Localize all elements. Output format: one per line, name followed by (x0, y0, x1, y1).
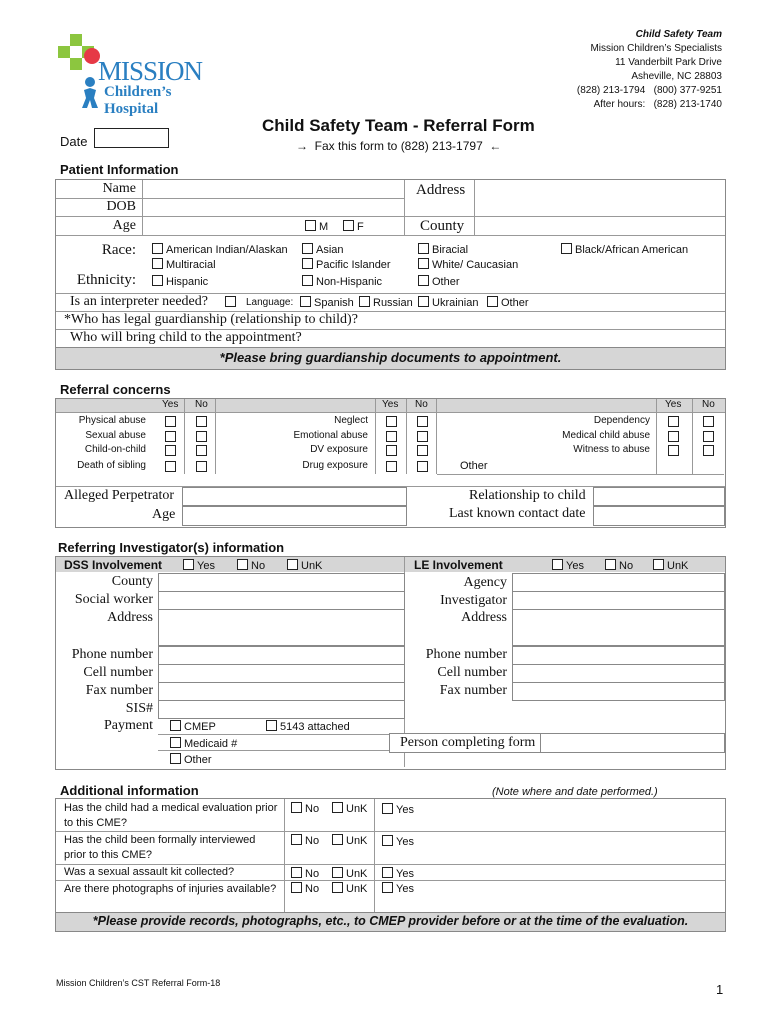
last-contact-label: Last known contact date (449, 506, 586, 521)
concern-no-checkbox[interactable] (196, 431, 207, 442)
ethnicity-option[interactable]: Non-Hispanic (302, 275, 382, 288)
race-option[interactable]: Black/African American (561, 243, 688, 256)
perpetrator-age-label: Age (152, 507, 176, 522)
org-street: 11 Vanderbilt Park Drive (615, 57, 722, 68)
race-option[interactable]: Multiracial (152, 258, 216, 271)
org-after-hours: After hours: (828) 213-1740 (593, 99, 722, 110)
le-yes[interactable]: Yes (552, 559, 584, 572)
dss-fax-field[interactable] (158, 682, 405, 701)
concern-other-field[interactable] (437, 474, 724, 486)
race-option[interactable]: White/ Caucasian (418, 258, 518, 271)
concern-yes-checkbox[interactable] (386, 416, 397, 427)
payment-other[interactable]: Other (170, 753, 212, 766)
org-phones: (828) 213-1794 (800) 377-9251 (576, 85, 722, 96)
records-note: *Please provide records, photographs, etc., to CMEP provider before or at the time of the evaluation. (92, 914, 689, 928)
payment-cmep[interactable]: CMEP (170, 720, 216, 733)
county-label: County (420, 218, 465, 234)
payment-medicaid[interactable]: Medicaid # (170, 737, 237, 750)
org-title: Child Safety Team (635, 29, 722, 40)
concern-yes-checkbox[interactable] (668, 431, 679, 442)
dss-phone-label: Phone number (71, 647, 153, 662)
dob-label: DOB (106, 199, 136, 214)
concern-no-checkbox[interactable] (417, 461, 428, 472)
q4-yes[interactable]: Yes (382, 882, 414, 895)
concern-yes-checkbox[interactable] (386, 461, 397, 472)
concern-no-checkbox[interactable] (196, 461, 207, 472)
concern-label: Physical abuse (78, 415, 146, 426)
perpetrator-label: Alleged Perpetrator (64, 488, 175, 503)
sis-field[interactable] (158, 700, 405, 719)
form-title: Child Safety Team - Referral Form (262, 116, 535, 135)
yes-header: Yes (665, 399, 682, 410)
dss-fax-label: Fax number (85, 683, 153, 698)
question-4: Are there photographs of injuries available? (64, 883, 277, 895)
sex-f[interactable]: F (343, 220, 364, 233)
dss-no[interactable]: No (237, 559, 265, 572)
concern-other-label: Other (460, 460, 488, 472)
sis-label: SIS# (125, 701, 153, 716)
sex-f-checkbox[interactable] (343, 220, 354, 231)
concern-no-checkbox[interactable] (703, 416, 714, 427)
concern-label: Emotional abuse (293, 430, 368, 441)
investigator-section-title: Referring Investigator(s) information (58, 540, 285, 555)
race-option[interactable]: Pacific Islander (302, 258, 391, 271)
q2-yes[interactable]: Yes (382, 835, 414, 848)
concern-label: Medical child abuse (562, 430, 650, 441)
additional-section-title: Additional information (60, 783, 199, 798)
dss-unk[interactable]: UnK (287, 559, 322, 572)
yes-header: Yes (382, 399, 399, 410)
dss-social-worker-field[interactable] (158, 591, 405, 610)
concern-label: Dependency (593, 415, 650, 426)
date-label: Date (60, 134, 88, 149)
person-completing-field[interactable] (540, 733, 725, 753)
le-agency-field[interactable] (512, 573, 725, 592)
yes-header: Yes (162, 399, 179, 410)
sex-m[interactable]: M (305, 220, 328, 233)
q1-unk[interactable]: UnK (332, 802, 367, 815)
le-address-field[interactable] (512, 609, 725, 646)
age-label: Age (112, 218, 136, 233)
dss-address-field[interactable] (158, 609, 405, 646)
interpreter-checkbox[interactable] (225, 296, 236, 307)
q4-no[interactable]: No (291, 882, 319, 895)
le-address-label: Address (461, 610, 507, 625)
interpreter-label: Is an interpreter needed? (70, 294, 208, 309)
le-fax-label: Fax number (439, 683, 507, 698)
dss-county-field[interactable] (158, 573, 405, 592)
concern-label: Death of sibling (77, 460, 146, 471)
le-cell-label: Cell number (437, 665, 507, 680)
concern-label: Drug exposure (302, 460, 368, 471)
guardianship-note: *Please bring guardianship documents to appointment. (219, 350, 562, 365)
no-header: No (195, 399, 208, 410)
concern-label: Child-on-child (84, 444, 146, 455)
dss-phone-field[interactable] (158, 646, 405, 665)
q2-no[interactable]: No (291, 834, 319, 847)
concern-no-checkbox[interactable] (196, 416, 207, 427)
payment-5143-attached[interactable]: 5143 attached (266, 720, 350, 733)
dss-county-label: County (111, 574, 153, 589)
concern-no-checkbox[interactable] (417, 445, 428, 456)
le-cell-field[interactable] (512, 664, 725, 683)
concern-label: DV exposure (310, 444, 368, 455)
date-field[interactable] (94, 128, 169, 148)
concern-yes-checkbox[interactable] (165, 461, 176, 472)
ethnicity-label: Ethnicity: (76, 272, 136, 288)
race-option[interactable]: American Indian/Alaskan (152, 243, 288, 256)
logo-word-childrens-hospital: Children’s Hospital (104, 84, 172, 117)
language-option[interactable]: Spanish (300, 296, 354, 309)
concern-yes-checkbox[interactable] (165, 445, 176, 456)
concern-label: Sexual abuse (85, 430, 146, 441)
question-2: Has the child been formally interviewed prior to this CME? (64, 834, 256, 861)
logo-mark-icon (54, 32, 104, 108)
no-header: No (415, 399, 428, 410)
dss-cell-label: Cell number (83, 665, 153, 680)
le-investigator-label: Investigator (440, 593, 507, 608)
race-option[interactable]: Asian (302, 243, 344, 256)
address-label: Address (416, 182, 466, 198)
concern-yes-checkbox[interactable] (668, 416, 679, 427)
le-phone-label: Phone number (425, 647, 507, 662)
patient-section-title: Patient Information (60, 162, 179, 177)
race-label: Race: (101, 242, 136, 258)
concern-no-checkbox[interactable] (703, 431, 714, 442)
mission-logo (54, 32, 224, 117)
fax-line: → Fax this form to (828) 213-1797 ← (296, 139, 502, 153)
logo-word-mission: MISSION (98, 56, 203, 86)
concern-yes-checkbox[interactable] (165, 416, 176, 427)
org-name: Mission Children’s Specialists (590, 43, 722, 54)
q3-yes[interactable]: Yes (382, 867, 414, 880)
le-phone-field[interactable] (512, 646, 725, 665)
concern-yes-checkbox[interactable] (386, 445, 397, 456)
language-option[interactable]: Russian (359, 296, 413, 309)
page-number: 1 (716, 982, 724, 997)
q1-yes[interactable]: Yes (382, 803, 414, 816)
le-investigator-field[interactable] (512, 591, 725, 610)
perpetrator-field[interactable] (182, 487, 407, 506)
dss-social-worker-label: Social worker (74, 592, 153, 607)
concern-no-checkbox[interactable] (417, 431, 428, 442)
perpetrator-age-field[interactable] (182, 506, 407, 526)
q4-unk[interactable]: UnK (332, 882, 367, 895)
dob-field[interactable] (143, 199, 403, 215)
q3-no[interactable]: No (291, 867, 319, 880)
race-option[interactable]: Biracial (418, 243, 468, 256)
concern-label: Witness to abuse (573, 444, 650, 455)
dss-yes[interactable]: Yes (183, 559, 215, 572)
guardianship-label: *Who has legal guardianship (relationship to child)? (64, 312, 358, 327)
concern-yes-checkbox[interactable] (386, 431, 397, 442)
org-city: Asheville, NC 28803 (631, 71, 722, 82)
person-completing-label: Person completing form (400, 735, 536, 750)
concern-no-checkbox[interactable] (417, 416, 428, 427)
additional-note: (Note where and date performed.) (492, 786, 658, 798)
name-field[interactable] (143, 180, 403, 197)
no-header: No (702, 399, 715, 410)
language-option[interactable]: Ukrainian (418, 296, 478, 309)
address-field[interactable] (475, 180, 723, 215)
referral-section-title: Referral concerns (60, 382, 171, 397)
q3-unk[interactable]: UnK (332, 867, 367, 880)
language-option[interactable]: Other (487, 296, 529, 309)
le-no[interactable]: No (605, 559, 633, 572)
last-contact-field[interactable] (593, 506, 725, 526)
le-unk[interactable]: UnK (653, 559, 688, 572)
le-involvement-label: LE Involvement (414, 558, 503, 572)
concern-label: Neglect (334, 415, 368, 426)
org-address-block (577, 28, 722, 112)
relationship-field[interactable] (593, 487, 725, 506)
concern-yes-checkbox[interactable] (668, 445, 679, 456)
county-field[interactable] (475, 217, 723, 234)
footer-form-id: Mission Children’s CST Referral Form-18 (56, 978, 221, 988)
ethnicity-option[interactable]: Hispanic (152, 275, 208, 288)
payment-label: Payment (104, 718, 153, 733)
age-field[interactable] (143, 217, 293, 234)
question-3: Was a sexual assault kit collected? (64, 866, 235, 878)
language-label: Language: (246, 297, 294, 308)
dss-involvement-label: DSS Involvement (64, 558, 163, 572)
dss-address-label: Address (107, 610, 153, 625)
concern-no-checkbox[interactable] (196, 445, 207, 456)
sex-m-checkbox[interactable] (305, 220, 316, 231)
le-fax-field[interactable] (512, 682, 725, 701)
dss-cell-field[interactable] (158, 664, 405, 683)
q2-unk[interactable]: UnK (332, 834, 367, 847)
ethnicity-option[interactable]: Other (418, 275, 460, 288)
concern-yes-checkbox[interactable] (165, 431, 176, 442)
question-1: Has the child had a medical evaluation prior to this CME? (64, 802, 278, 829)
le-agency-label: Agency (463, 575, 507, 590)
concern-no-checkbox[interactable] (703, 445, 714, 456)
q1-no[interactable]: No (291, 802, 319, 815)
bring-child-label: Who will bring child to the appointment? (70, 330, 302, 345)
name-label: Name (102, 181, 136, 196)
relationship-label: Relationship to child (469, 488, 586, 503)
